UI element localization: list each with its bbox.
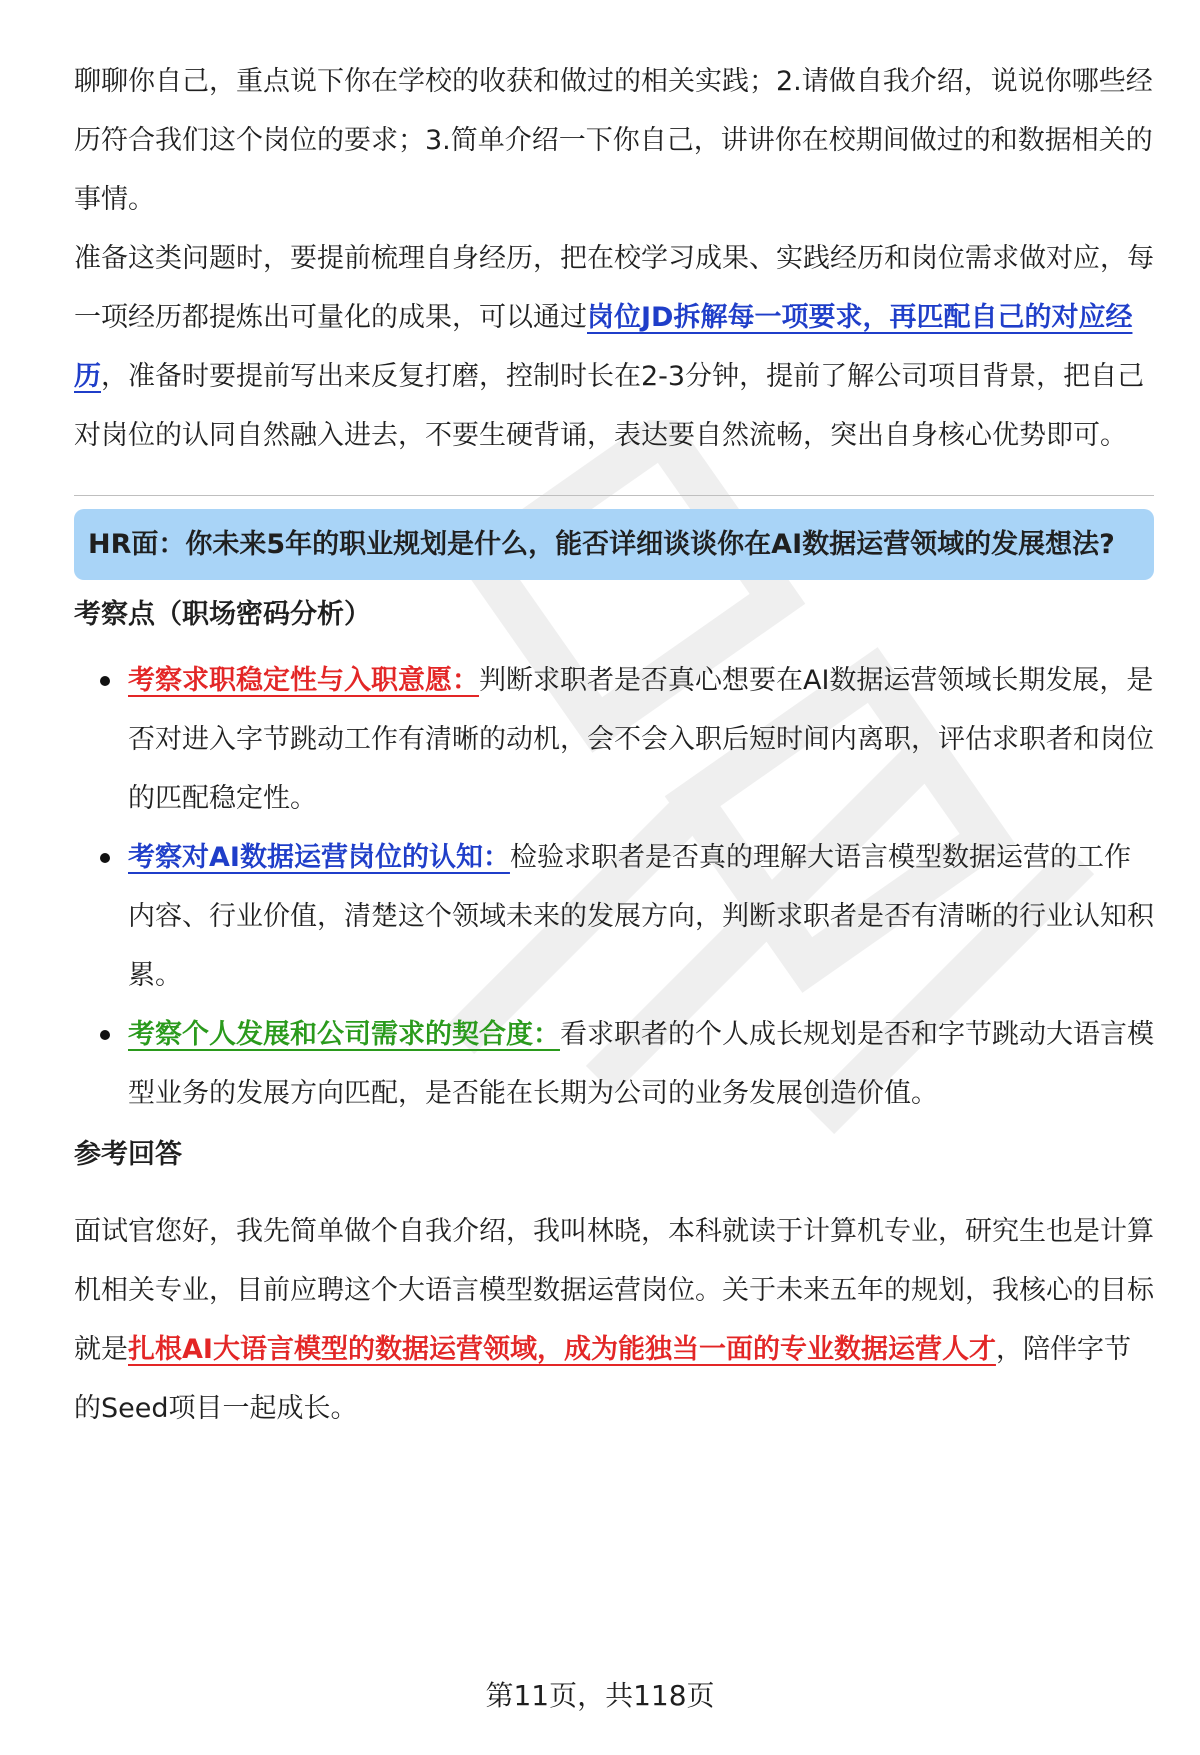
point-item [74,828,1154,1005]
answer-text-after: ，陪伴字节的Seed项目一起成长。 [74,1334,1131,1424]
point-item [74,651,1154,828]
intro-paragraph-2 [74,229,1154,465]
point-text: 检验求职者是否真的理解大语言模型数据运营的工作内容、行业价值，清楚这个领域未来的发展方向，判断求职者是否有清晰的行业认知积累。 [128,842,1154,991]
answer-highlight: 扎根AI大语言模型的数据运营领域，成为能独当一面的专业数据运营人才 [128,1334,996,1365]
point-text: 判断求职者是否真心想要在AI数据运营领域长期发展，是否对进入字节跳动工作有清晰的动机，会不会入职后短时间内离职，评估求职者和岗位的匹配稳定性。 [128,665,1154,814]
point-item [74,1005,1154,1123]
bullet-icon [100,853,110,863]
intro-paragraph-1: 聊聊你自己，重点说下你在学校的收获和做过的相关实践；2.请做自我介绍，说说你哪些经历符合我们这个岗位的要求；3.简单介绍一下你自己，讲讲你在校期间做过的和数据相关的事情。 [74,66,1153,215]
intro-highlight: 岗位JD拆解每一项要求，再匹配自己的对应经历 [74,302,1133,392]
answer-text-before: 面试官您好，我先简单做个自我介绍，我叫林晓，本科就读于计算机专业，研究生也是计算机相关专业，目前应聘这个大语言模型数据运营岗位。关于未来五年的规划，我核心的目标就是 [74,1216,1154,1365]
page-number: 第11页，共118页 [485,1679,715,1712]
bullet-icon [100,1030,110,1040]
document-page [74,52,1154,1438]
answer-paragraph [74,1202,1154,1438]
point-label: 考察对AI数据运营岗位的认知： [128,842,510,873]
bullet-icon [100,676,110,686]
answer-title: 参考回答 [74,1139,182,1170]
point-label: 考察求职稳定性与入职意愿： [128,665,479,696]
points-title: 考察点（职场密码分析） [74,599,371,630]
intro-text-before: 准备这类问题时，要提前梳理自身经历，把在校学习成果、实践经历和岗位需求做对应，每一项经历都提炼出可量化的成果，可以通过 [74,243,1154,333]
points-list [74,651,1154,1123]
intro-text-after: ，准备时要提前写出来反复打磨，控制时长在2-3分钟，提前了解公司项目背景，把自己对岗位的认同自然融入进去，不要生硬背诵，表达要自然流畅，突出自身核心优势即可。 [74,361,1145,451]
point-text: 看求职者的个人成长规划是否和字节跳动大语言模型业务的发展方向匹配，是否能在长期为公司的业务发展创造价值。 [128,1019,1154,1109]
section-divider [74,495,1154,496]
point-label: 考察个人发展和公司需求的契合度： [128,1019,560,1050]
question-box: HR面：你未来5年的职业规划是什么，能否详细谈谈你在AI数据运营领域的发展想法? [74,509,1154,580]
